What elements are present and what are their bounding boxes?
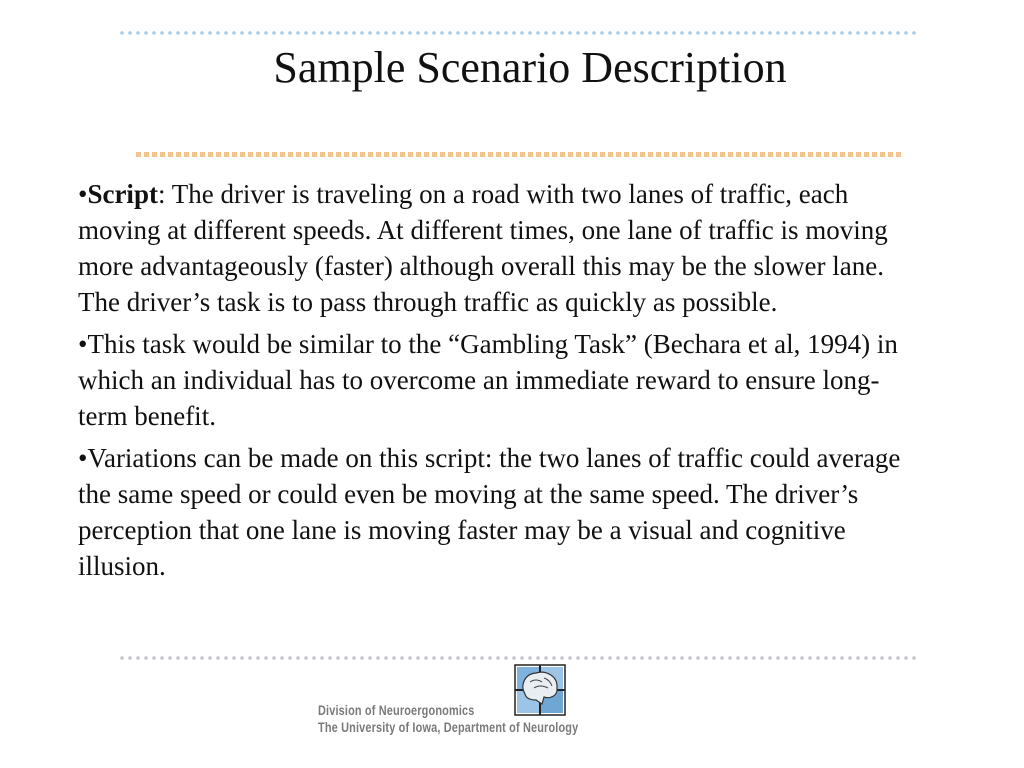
paragraph-gambling-task [78, 326, 928, 434]
bullet: • [78, 443, 88, 473]
script-label: Script [87, 179, 158, 209]
top-dotted-divider [118, 30, 916, 36]
middle-dotted-divider [136, 151, 904, 158]
paragraph-script [78, 176, 928, 320]
university-department: The University of Iowa, Department of Neurology [318, 719, 579, 735]
footer [318, 664, 658, 744]
slide-title: Sample Scenario Description [273, 43, 787, 92]
paragraph-text: Variations can be made on this script: the two lanes of traffic could average the same speed or could even be moving at the same speed. The driver’s perception that one lane is moving faster may be a visual and cognitive illusion. [78, 443, 901, 581]
paragraph-text: : The driver is traveling on a road with two lanes of traffic, each moving at different speeds. At different times, one lane of traffic is moving more advantageously (faster) although overall this may be the slower lane. The driver’s task is to pass through traffic as quickly as possible. [78, 179, 888, 317]
bullet: • [78, 329, 88, 359]
paragraph-variations [78, 440, 928, 584]
slide-body [78, 176, 928, 590]
bullet: • [78, 179, 88, 209]
division-name: Division of Neuroergonomics [318, 702, 475, 718]
bottom-dotted-divider [118, 655, 916, 661]
brain-window-logo-icon [514, 664, 566, 716]
paragraph-text: This task would be similar to the “Gambling Task” (Bechara et al, 1994) in which an individual has to overcome an immediate reward to ensure long-term benefit. [78, 329, 898, 431]
